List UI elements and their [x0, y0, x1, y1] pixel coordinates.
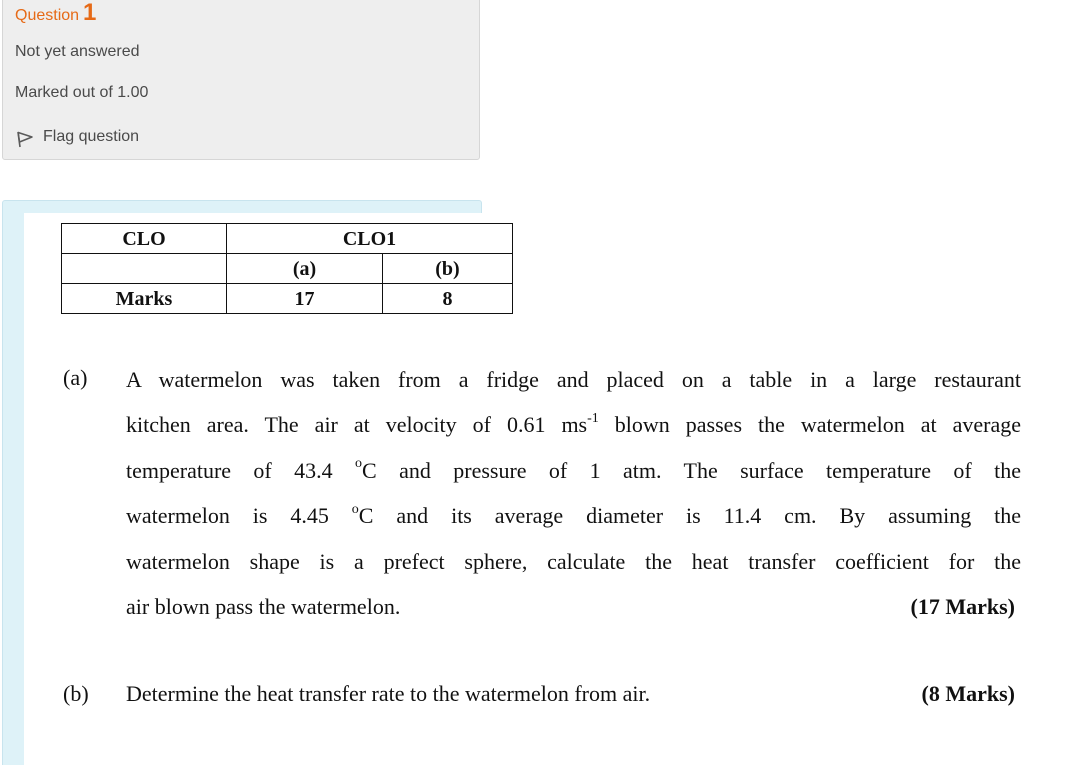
part-b-label: (b)	[63, 681, 89, 706]
part-b-text	[126, 681, 1021, 707]
clo-header-cell: CLO	[62, 224, 227, 254]
part-a-marks: (17 Marks)	[910, 593, 1015, 619]
flag-icon[interactable]	[15, 130, 35, 148]
part-a-header-cell: (a)	[227, 254, 383, 284]
part-a-text	[126, 357, 1021, 629]
degree-superscript: o	[351, 501, 359, 517]
part-a-line: watermelon shape is a prefect sphere, calculate the heat transfer coefficient for the	[126, 548, 1021, 574]
text-span: Determine the heat transfer rate to the watermelon from air.	[126, 681, 651, 706]
text-span: temperature of 43.4	[126, 457, 356, 483]
part-a-line	[126, 584, 1021, 629]
marks-a-cell: 17	[227, 284, 383, 314]
clo1-header-cell: CLO1	[227, 224, 513, 254]
flag-question-link[interactable]	[15, 126, 139, 148]
part-a-line	[126, 402, 1021, 447]
part-b-marks: (8 Marks)	[921, 681, 1015, 706]
part-b-header-cell: (b)	[383, 254, 513, 284]
part-a-label: (a)	[63, 365, 88, 390]
empty-cell	[62, 254, 227, 284]
part-a-line: A watermelon was taken from a fridge and placed on a table in a large restaurant	[126, 367, 1021, 392]
question-info-panel	[2, 0, 480, 160]
question-no: 1	[83, 0, 97, 26]
text-span: C and pressure of 1 atm. The surface temperature of the	[362, 457, 1022, 483]
flag-question-label[interactable]: Flag question	[43, 128, 140, 145]
text-span: C and its average diameter is 11.4 cm. By assuming the	[358, 503, 1021, 529]
clo-marks-table	[61, 223, 513, 314]
text-span: blown passes the watermelon at average	[598, 412, 1021, 438]
text-span: air blown pass the watermelon.	[126, 593, 401, 619]
superscript: -1	[587, 411, 599, 427]
table-row	[62, 224, 513, 254]
question-word: Question	[15, 7, 80, 24]
text-span: watermelon is 4.45	[126, 503, 352, 529]
part-a-line	[126, 448, 1021, 493]
table-row	[62, 254, 513, 284]
question-grade: Marked out of 1.00	[15, 84, 149, 101]
question-state: Not yet answered	[15, 43, 140, 60]
marks-b-cell: 8	[383, 284, 513, 314]
text-span: kitchen area. The air at velocity of 0.61 ms	[126, 412, 588, 438]
question-number	[15, 0, 96, 27]
part-a-line	[126, 493, 1021, 538]
table-row	[62, 284, 513, 314]
marks-label-cell: Marks	[62, 284, 227, 314]
degree-superscript: o	[355, 456, 363, 472]
